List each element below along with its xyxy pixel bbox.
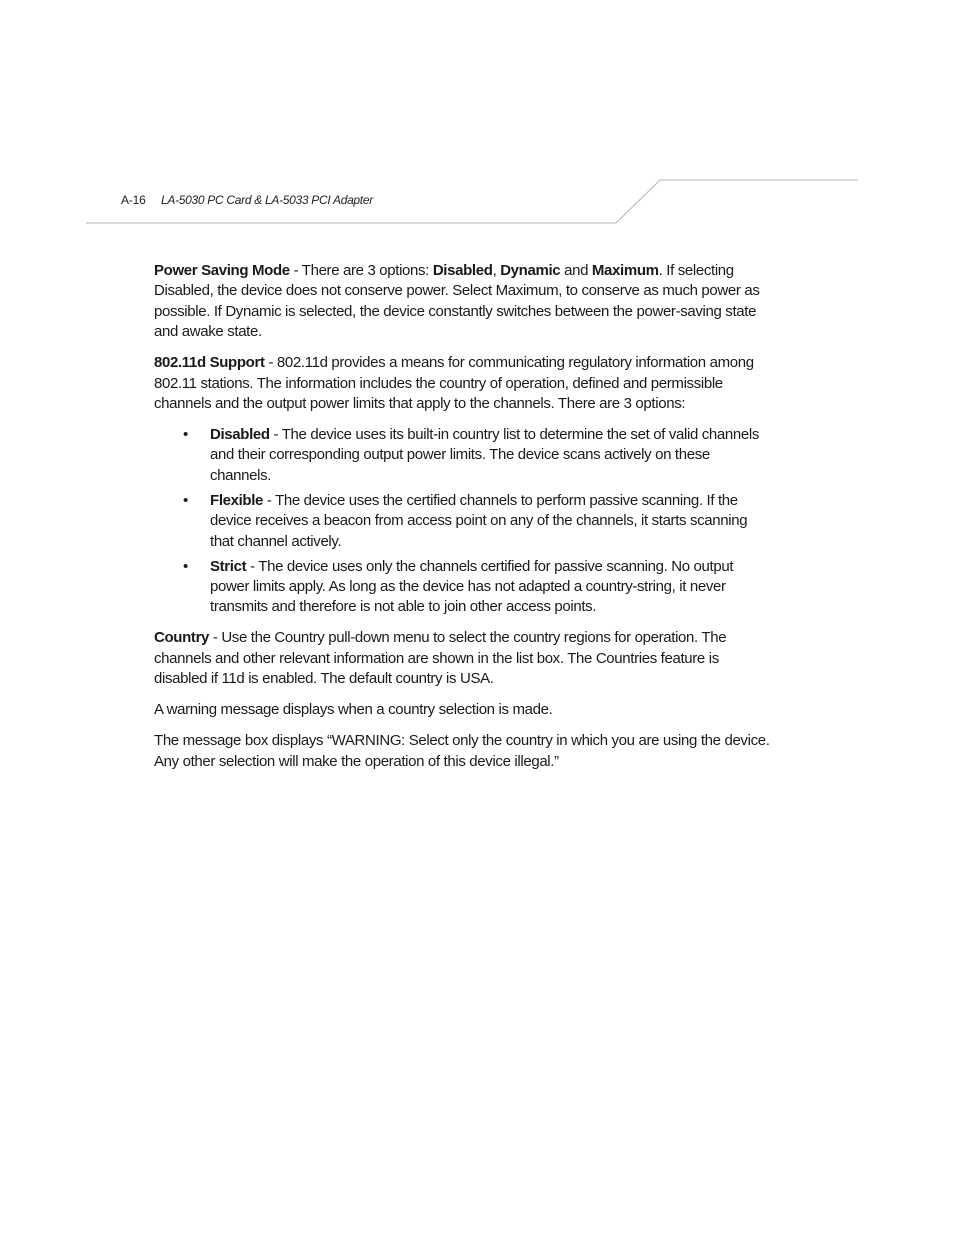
list-item (154, 425, 772, 486)
option-term-flexible: Flexible (210, 491, 264, 509)
warning-intro-paragraph: A warning message displays when a country selection is made. (154, 701, 553, 719)
country-text: - Use the Country pull-down menu to select the country regions for operation. The channels and other relevant information are shown in the list box. The Countries feature is disabled if 11d is enabled. The default country is USA. (154, 629, 727, 688)
country-term: Country (154, 629, 210, 647)
message-box-paragraph: The message box displays “WARNING: Select only the country in which you are using the device. Any other selection will make the operation of this device illegal.” (154, 732, 770, 770)
option-disabled-term: Disabled (432, 262, 493, 279)
list-item (154, 491, 772, 552)
support-80211d-text: - 802.11d provides a means for communicating regulatory information among 802.11 stations. The information includes the country of operation, defined and permissible channels and the output power limits that apply to the channels. There are 3 options: (154, 354, 754, 413)
support-80211d-term: 802.11d Support (154, 354, 265, 372)
list-item (154, 557, 772, 618)
country-paragraph (154, 628, 772, 689)
support-80211d-paragraph (154, 353, 772, 414)
option-text-disabled: - The device uses its built-in country list to determine the set of valid channels and their corresponding output power limits. The device scans actively on these channels. (210, 426, 759, 484)
option-dynamic-term: Dynamic (500, 262, 561, 279)
power-saving-text-2: , (492, 262, 501, 279)
body-content (154, 261, 772, 783)
power-saving-mode-paragraph (154, 261, 772, 343)
option-maximum-term: Maximum (591, 262, 659, 279)
bullet-icon: • (183, 557, 188, 575)
page-number: A-16 (121, 193, 146, 207)
power-saving-mode-term: Power Saving Mode (154, 262, 290, 279)
option-text-strict: - The device uses only the channels certified for passive scanning. No output power limits apply. As long as the device has not adapted a country-string, it never transmits and therefore is not able to join other access points. (210, 557, 734, 616)
running-title: LA-5030 PC Card & LA-5033 PCI Adapter (161, 193, 373, 207)
power-saving-text-3: and (560, 262, 592, 279)
option-term-strict: Strict (210, 557, 247, 575)
bullet-icon: • (183, 491, 188, 509)
power-saving-text-1: - There are 3 options: (289, 262, 433, 279)
options-list (154, 425, 772, 618)
option-text-flexible: - The device uses the certified channels to perform passive scanning. If the device receives a beacon from access point on any of the channels, it starts scanning that channel actively. (210, 491, 748, 550)
option-term-disabled: Disabled (210, 426, 270, 444)
bullet-icon: • (183, 426, 188, 444)
power-saving-text-4: . If selecting Disabled, the device does not conserve power. Select Maximum, to conserve as much power as possible. If Dynamic is selected, the device constantly switches between the power-saving state and awake state. (154, 262, 760, 341)
